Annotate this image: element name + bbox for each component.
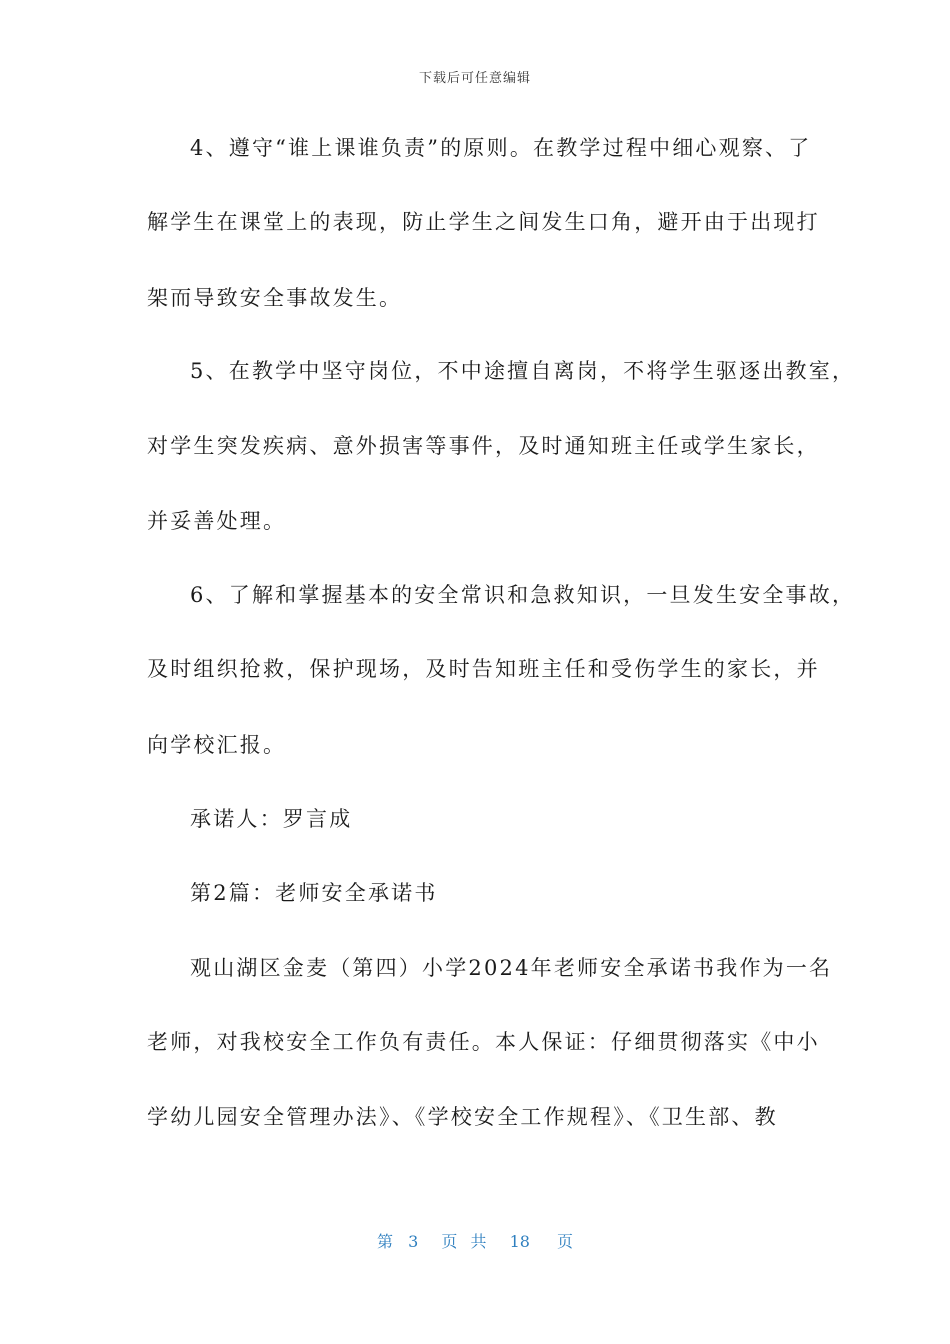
- paragraph-line: 观山湖区金麦（第四）小学2024年老师安全承诺书我作为一名: [190, 956, 833, 980]
- paragraph-line: 6、了解和掌握基本的安全常识和急救知识，一旦发生安全事故，: [190, 583, 856, 607]
- footer-page-word: 第: [376, 1232, 393, 1251]
- paragraph-line: 并妥善处理。: [147, 509, 287, 533]
- paragraph-line: 解学生在课堂上的表现，防止学生之间发生口角，避开由于出现打: [147, 210, 820, 234]
- header-note: 下载后可任意编辑: [418, 71, 531, 86]
- footer-page-mid: 页: [441, 1232, 458, 1251]
- paragraph-line: 对学生突发疾病、意外损害等事件，及时通知班主任或学生家长，: [147, 434, 820, 458]
- footer-page-number: 3: [408, 1232, 419, 1251]
- footer-page-end: 页: [557, 1232, 574, 1251]
- paragraph-line: 架而导致安全事故发生。: [147, 286, 403, 310]
- paragraph-line: 5、在教学中坚守岗位，不中途擅自离岗，不将学生驱逐出教室，: [190, 359, 856, 383]
- footer-total-pages: 18: [509, 1232, 530, 1251]
- footer-total-word: 共: [470, 1232, 487, 1251]
- signature-line: 承诺人：罗言成: [190, 807, 353, 831]
- paragraph-line: 向学校汇报。: [147, 733, 287, 757]
- paragraph-line: 4、遵守“谁上课谁负责”的原则。在教学过程中细心观察、了: [190, 136, 812, 160]
- section-heading: 第2篇：老师安全承诺书: [190, 881, 438, 905]
- paragraph-line: 及时组织抢救，保护现场，及时告知班主任和受伤学生的家长，并: [147, 657, 820, 681]
- page-footer: [0, 1229, 950, 1252]
- paragraph-line: 老师，对我校安全工作负有责任。本人保证：仔细贯彻落实《中小: [147, 1030, 820, 1054]
- paragraph-line: 学幼儿园安全管理办法》、《学校安全工作规程》、《卫生部、教: [147, 1105, 778, 1129]
